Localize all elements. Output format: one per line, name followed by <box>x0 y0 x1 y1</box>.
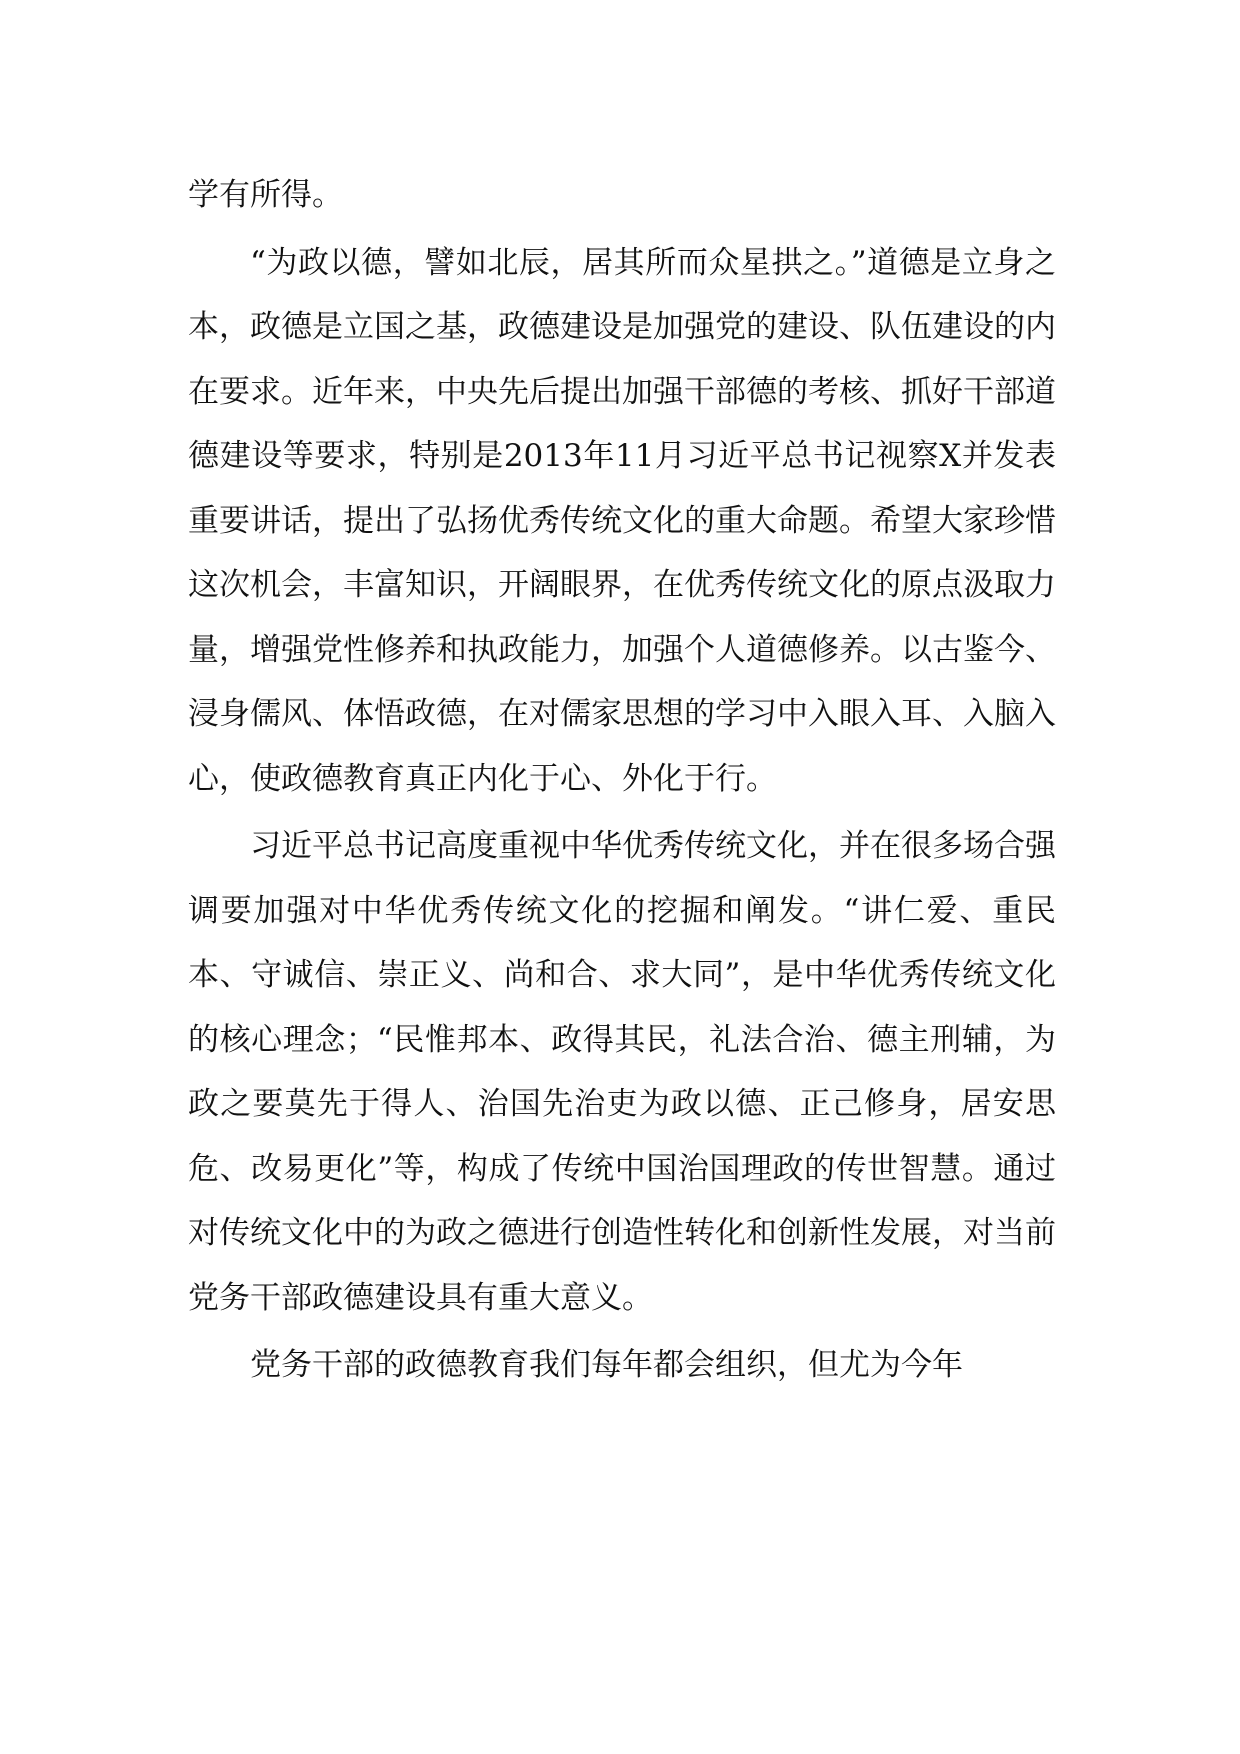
document-body <box>188 163 1056 1398</box>
paragraph-education-start: 党务干部的政德教育我们每年都会组织，但尤为今年 <box>250 1347 963 1383</box>
paragraph-traditional-culture: 习近平总书记高度重视中华优秀传统文化，并在很多场合强调要加强对中华优秀传统文化的挖掘和阐发。“讲仁爱、重民本、守诚信、崇正义、尚和合、求大同”，是中华优秀传统文化的核心理念；“民惟邦本、政得其民，礼法合治、德主刑辅，为政之要莫先于得人、治国先治吏为政以德、正己修身，居安思危、改易更化”等，构成了传统中国治国理政的传世智慧。通过对传统文化中的为政之德进行创造性转化和创新性发展，对当前党务干部政德建设具有重大意义。 <box>188 828 1056 1316</box>
paragraph-political-virtue: “为政以德，譬如北辰，居其所而众星拱之。”道德是立身之本，政德是立国之基，政德建设是加强党的建设、队伍建设的内在要求。近年来，中央先后提出加强干部德的考核、抓好干部道德建设等要求，特别是2013年11月习近平总书记视察X并发表重要讲话，提出了弘扬优秀传统文化的重大命题。希望大家珍惜这次机会，丰富知识，开阔眼界，在优秀传统文化的原点汲取力量，增强党性修养和执政能力，加强个人道德修养。以古鉴今、浸身儒风、体悟政德，在对儒家思想的学习中入眼入耳、入脑入心，使政德教育真正内化于心、外化于行。 <box>188 244 1056 797</box>
paragraph-continuation: 学有所得。 <box>188 177 343 213</box>
